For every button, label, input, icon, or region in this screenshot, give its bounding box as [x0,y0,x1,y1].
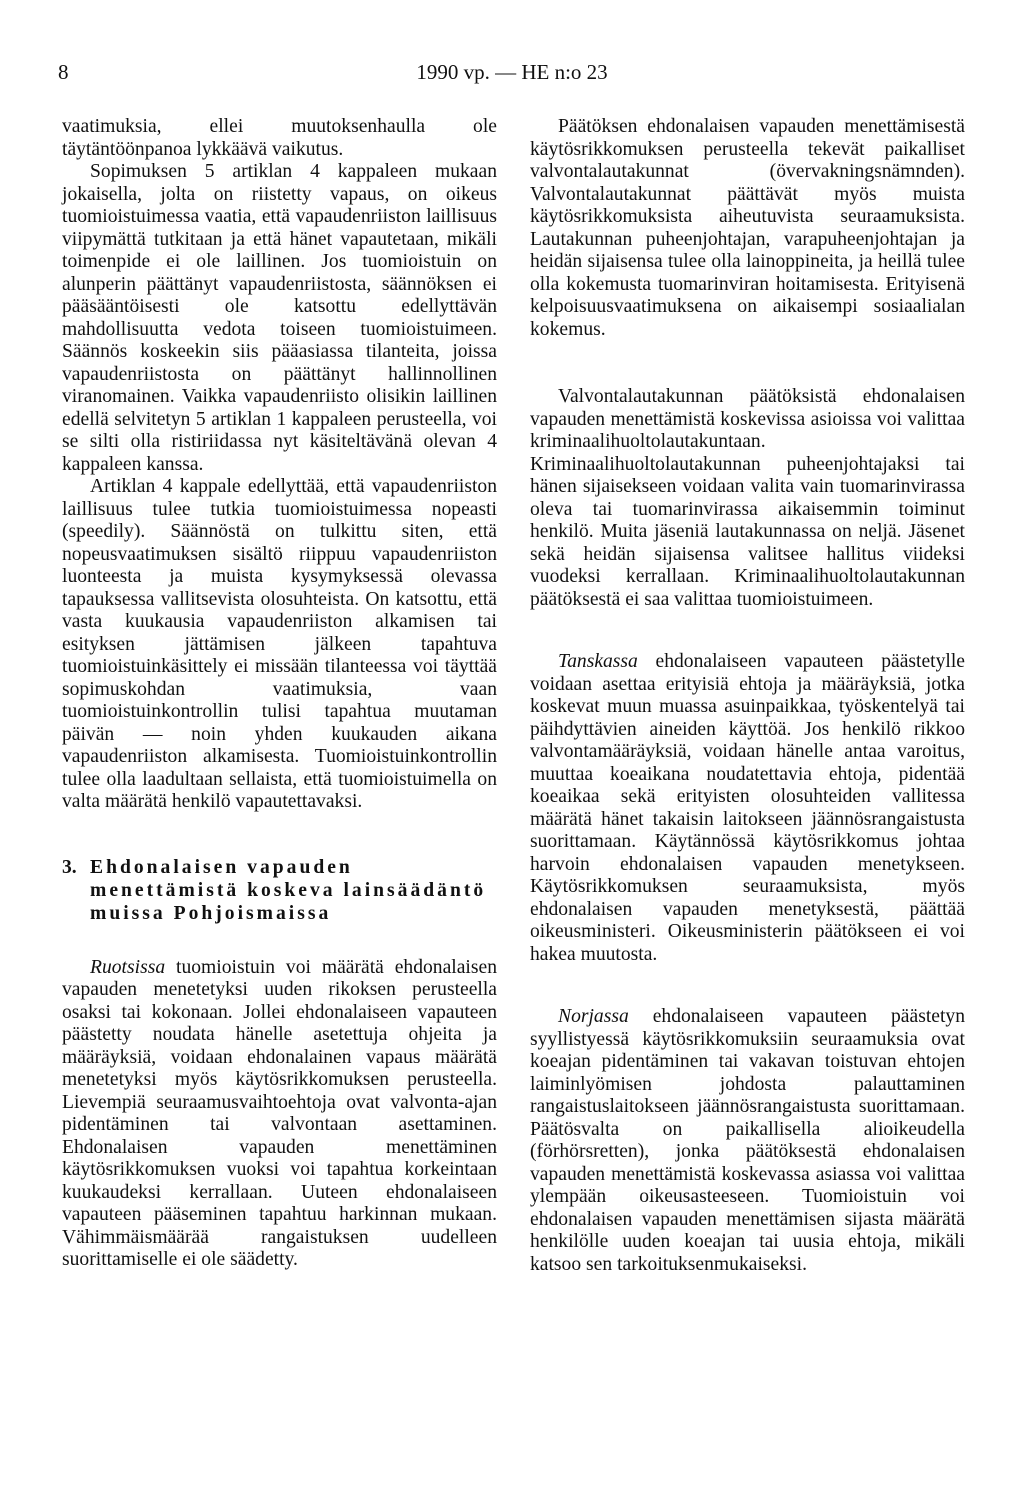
paragraph: Sopimuksen 5 artiklan 4 kappaleen mukaan jokaisella, jolta on riistetty vapaus, on oikeus tuomioistuimessa vaatia, että vapaudenriiston laillisuus viipymättä tutkitaan ja että hänet vapautetaan, mikäli toimenpide ei ole laillinen. Jos tuomioistuin on alunperin päättänyt vapaudenriistosta, säännöksen ei pääsääntöisesti ole katsottu edellyttävän mahdollisuutta vedota toiseen tuomioistuimeen. Säännös koskeekin siis pääasiassa tilanteita, joissa vapaudenriistosta on päättänyt hallinnollinen viranomainen. Vaikka vapaudenriisto olisikin laillinen edellä selvitetyn 5 artiklan 1 kappaleen perusteella, voi se silti olla ristiriidassa nyt käsiteltävänä olevan 4 kappaleen kanssa. [62,161,497,475]
paragraph: Ruotsissa tuomioistuin voi määrätä ehdonalaisen vapauden menetetyksi uuden rikoksen perusteella osaksi tai kokonaan. Jollei ehdonalaiseen vapauteen päästetty noudata hänelle asetettuja ohjeita ja määräyksiä, voidaan ehdonalainen vapaus määrätä menetetyksi myös käytösrikkomuksen perusteella. Lievempiä seuraamusvaihtoehtoja ovat valvonta-ajan pidentäminen tai valvontaan asettaminen. Ehdonalaisen vapauden menettäminen käytösrikkomuksen vuoksi voi tapahtua korkeintaan kuukaudeksi kerrallaan. Uuteen ehdonalaiseen vapauteen pääseminen tapahtuu harkinnan mukaan. Vähimmäismäärää rangaistuksen uudelleen suorittamiselle ei ole säädetty. [62,956,497,1270]
paragraph: Valvontalautakunnan päätöksistä ehdonalaisen vapauden menettämistä koskevissa asioissa voi valittaa kriminaalihuoltolautakuntaan. Kriminaalihuoltolautakunnan puheenjohtajaksi tai hänen sijaisekseen voidaan valita vain tuomarinvirassa oleva tai tuomarinvirassa aikaisemmin toiminut henkilö. Muita jäseniä lautakunnassa on neljä. Jäsenet sekä heidän sijaisensa valitsee hallitus viideksi vuodeksi kerrallaan. Kriminaalihuoltolautakunnan päätöksestä ei saa valittaa tuomioistuimeen. [530,386,965,610]
section-number: 3. [62,856,77,878]
right-column [530,116,965,1276]
paragraph: Päätöksen ehdonalaisen vapauden menettämisestä käytösrikkomuksen perusteella tekevät paikalliset valvontalautakunnat (övervakningsnämnden). Valvontalautakunnat päättävät myös muista käytösrikkomuksista aiheutuvista seuraamuksista. Lautakunnan puheenjohtajan, varapuheenjohtajan ja heidän sijaisensa tulee olla lainoppineita, ja heillä tulee olla kokemusta tuomarinviran hoitamisesta. Erityisenä kelpoisuusvaatimuksena on aikaisempi sosiaalialan kokemus. [530,116,965,340]
left-column [62,116,497,1272]
country-name: Norjassa [558,1006,629,1027]
country-name: Ruotsissa [90,956,166,978]
header-title: 1990 vp. — HE n:o 23 [416,60,608,84]
page-header [0,60,1024,90]
page-number: 8 [58,60,69,84]
section-heading [62,856,497,925]
paragraph: Artiklan 4 kappale edellyttää, että vapaudenriiston laillisuus tulee tutkia tuomioistuimessa nopeasti (speedily). Säännöstä on tulkittu siten, että nopeusvaatimuksen sisältö riippuu vapaudenriiston luonteesta ja muista kysymyksessä olevassa tapauksessa vallitsevista olosuhteista. On katsottu, että vasta kuukausia vapaudenriiston alkamisen tai esityksen jättämisen jälkeen tapahtuva tuomioistuinkäsittely ei missään tilanteessa voi täyttää sopimuskohdan vaatimuksia, vaan tuomioistuinkontrollin tulisi tapahtua muutaman päivän — noin yhden kuukauden aikana vapaudenriiston alkamisesta. Tuomioistuinkontrollin tulee olla laadultaan sellaista, että tuomioistuimella on valta määrätä henkilö vapautettavaksi. [62,476,497,812]
paragraph: Norjassa ehdonalaiseen vapauteen päästetyn syyllistyessä käytösrikkomuksiin seuraamuksia ovat koeajan pidentäminen tai vakavan toistuvan ehtojen laiminlyömisen johdosta palauttaminen rangaistuslaitokseen jäännösrangaistusta suorittamaan. Päätösvalta on paikallisella alioikeudella (förhörsretten), jonka päätöksestä ehdonalaisen vapauden menettämistä koskevassa asiassa voi valittaa ylempään oikeusasteeseen. Tuomioistuin voi ehdonalaisen vapauden menettämisen sijasta määrätä henkilölle uuden koeajan tai uusia ehtoja, mikäli katsoo sen tarkoituksenmukaiseksi. [530,1006,965,1275]
country-name: Tanskassa [558,651,638,672]
section-title: Ehdonalaisen vapauden menettämistä koskeva lainsäädäntö muissa Pohjoismaissa [90,856,487,924]
paragraph: Tanskassa ehdonalaiseen vapauteen päästetylle voidaan asettaa erityisiä ehtoja ja määräyksiä, jotka koskevat muun muassa asuinpaikkaa, työskentelyä tai päihdyttävien aineiden käyttöä. Jos henkilö rikkoo valvontamääräyksiä, voidaan hänelle antaa varoitus, muuttaa koeaikana noudatettavia ehtoja, pidentää koeaikaa sekä erityisten olosuhteiden vallitessa määrätä hänet takaisin laitokseen jäännösrangaistusta suorittamaan. Käytännössä käytösrikkomus johtaa harvoin ehdonalaisen vapauden menetykseen. Käytösrikkomuksen seuraamuksista, myös ehdonalaisen vapauden menetyksestä, päättää oikeusministeri. Oikeusministerin päätökseen ei voi hakea muutosta. [530,651,965,965]
paragraph: vaatimuksia, ellei muutoksenhaulla ole täytäntöönpanoa lykkäävä vaikutus. [62,116,497,160]
